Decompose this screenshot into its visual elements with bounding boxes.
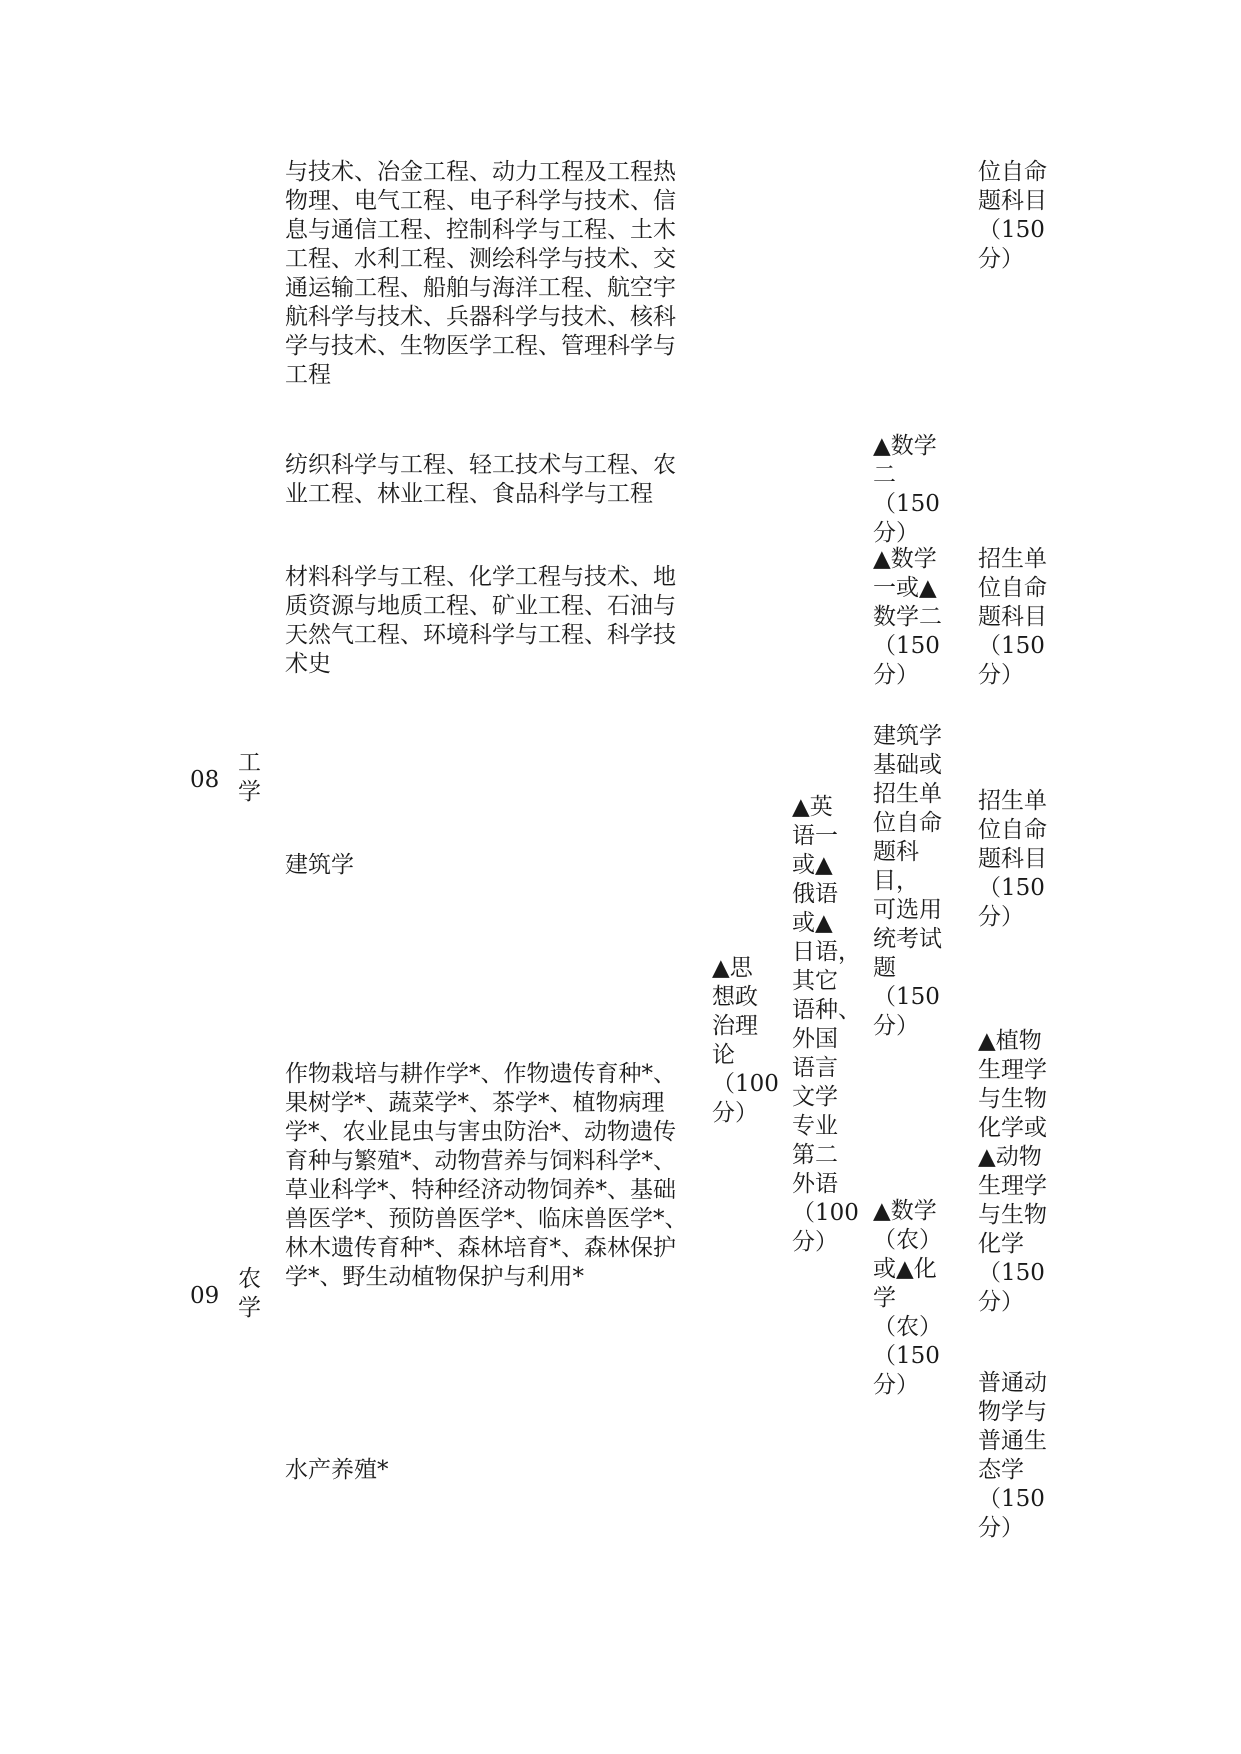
engineering-category-name: 工 学 [238, 750, 261, 805]
architecture-foundation-exam: 建筑学 基础或 招生单 位自命 题科目， 可选用 统考试 题（150 分） [873, 723, 942, 1039]
engineering-category-code: 08 [190, 767, 220, 793]
engineering-majors-list: 与技术、冶金工程、动力工程及工程热 物理、电气工程、电子科学与技术、信 息与通信工程、控制科学与工程、土木 工程、水利工程、测绘科学与技术、交 通运输工程、船舶与海洋工程、航空宇 航科学与技术、兵器科学与技术、核科 学与技术、生物医学工程、管理科学与 工程 [285, 159, 676, 388]
textile-math-exam: ▲数学 二（150 分） [873, 433, 940, 546]
materials-specialty-exam: 招生单 位自命 题科目 （150 分） [978, 546, 1047, 688]
materials-math-exam: ▲数学 一或▲ 数学二 （150 分） [873, 546, 942, 688]
agriculture-category-name: 农 学 [238, 1266, 261, 1321]
agriculture-specialty-exam: ▲植物 生理学 与生物 化学或 ▲动物 生理学 与生物 化学 （150 分） [978, 1028, 1047, 1315]
aquaculture-major: 水产养殖* [285, 1457, 389, 1483]
aquaculture-specialty-exam: 普通动 物学与 普通生 态学 （150 分） [978, 1370, 1047, 1541]
materials-majors-list: 材料科学与工程、化学工程与技术、地 质资源与地质工程、矿业工程、石油与 天然气工程、环境科学与工程、科学技 术史 [285, 564, 676, 677]
politics-exam: ▲思 想政 治理 论 （100 分） [712, 955, 779, 1126]
architecture-major: 建筑学 [285, 852, 354, 878]
engineering-specialty-exam: 位自命 题科目 （150 分） [978, 159, 1047, 272]
agriculture-majors-list: 作物栽培与耕作学*、作物遗传育种*、 果树学*、蔬菜学*、茶学*、植物病理 学*、农业昆虫与害虫防治*、动物遗传 育种与繁殖*、动物营养与饲料科学*、 草业科学*、特种经济动物饲养*、基础 兽医学*、预防兽医学*、临床兽医学*、 林木遗传育种*、森林培育*、森林保护 学*、野生动植物保护与利用* [285, 1061, 688, 1290]
agriculture-category-code: 09 [190, 1283, 220, 1309]
foreign-language-exam: ▲英 语一 或▲ 俄语 或▲ 日语， 其它 语种、 外国 语言 文学 专业 第二 外语 （100 分） [792, 794, 861, 1255]
textile-majors-list: 纺织科学与工程、轻工技术与工程、农 业工程、林业工程、食品科学与工程 [285, 452, 676, 507]
architecture-specialty-exam: 招生单 位自命 题科目 （150 分） [978, 788, 1047, 930]
agriculture-math-chem-exam: ▲数学 （农） 或▲化 学（农） （150 分） [873, 1198, 942, 1398]
